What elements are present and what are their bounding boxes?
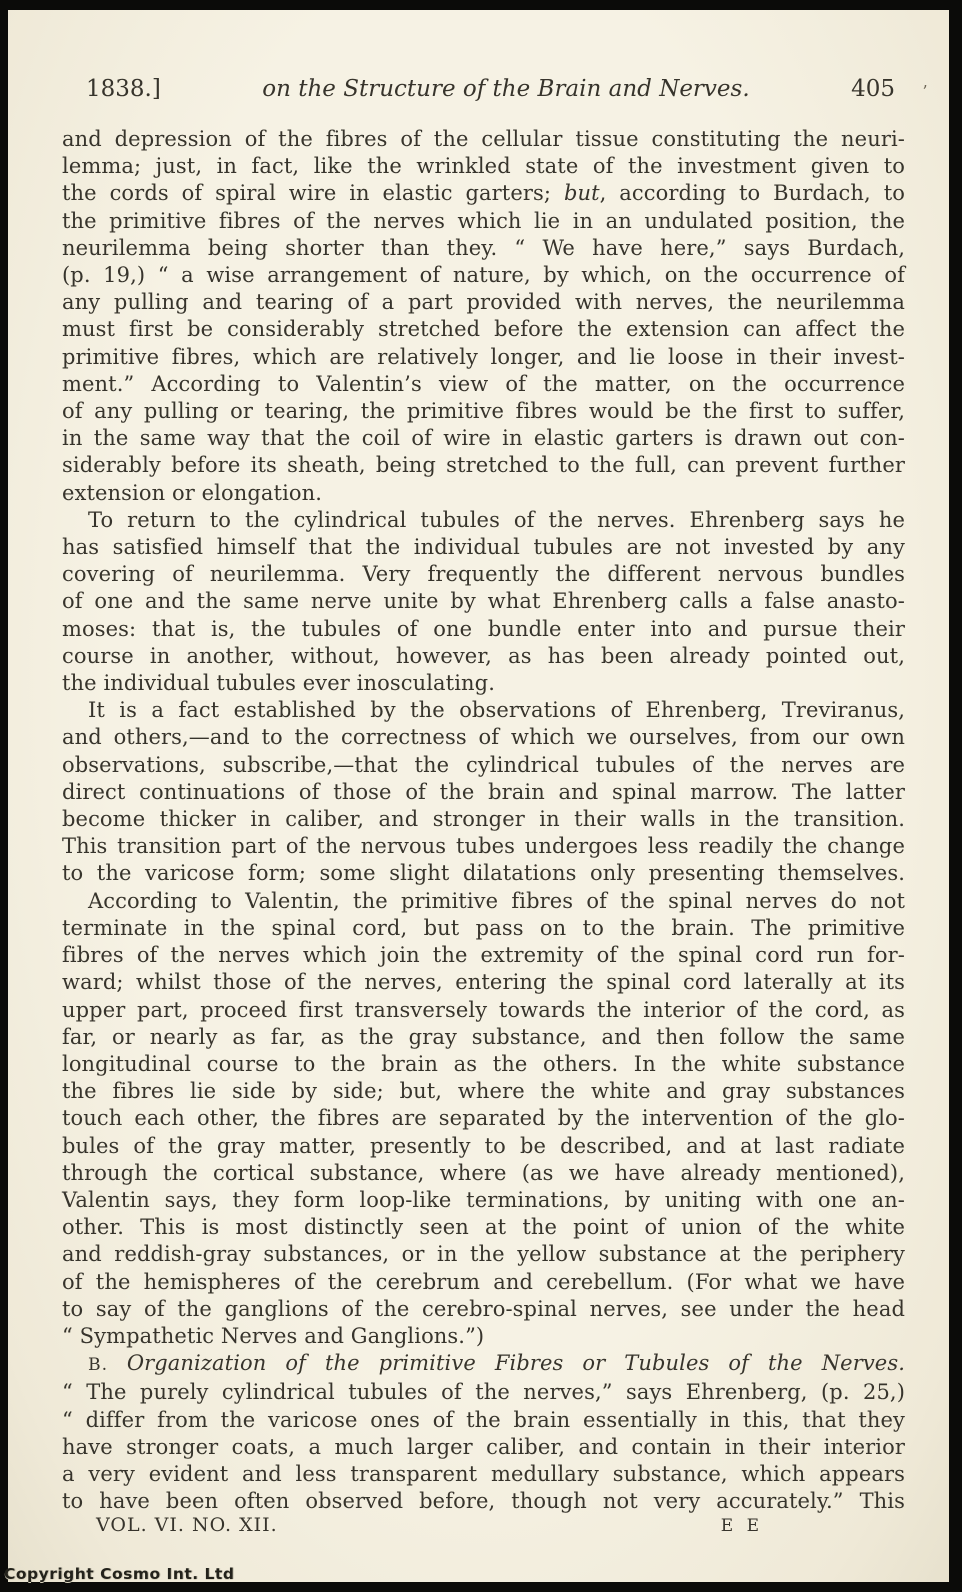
text-line: of one and the same nerve unite by what Ehrenberg calls a false anasto- bbox=[62, 589, 905, 614]
copyright-watermark: Copyright Cosmo Int. Ltd bbox=[4, 1565, 235, 1583]
text-line: This transition part of the nervous tubes undergoes less readily the change bbox=[62, 834, 905, 859]
margin-blemish-mark: ʼ bbox=[922, 82, 928, 101]
text-line: in the same way that the coil of wire in elastic garters is drawn out con- bbox=[62, 426, 905, 451]
text-line: to the varicose form; some slight dilatations only presenting themselves. bbox=[62, 861, 905, 886]
text-line: touch each other, the fibres are separated by the intervention of the glo- bbox=[62, 1106, 905, 1131]
text-line: the individual tubules ever inosculating. bbox=[62, 671, 495, 696]
page-header bbox=[62, 76, 905, 102]
text-line: fibres of the nerves which join the extremity of the spinal cord run for- bbox=[62, 943, 905, 968]
volume-number: VOL. VI. NO. XII. bbox=[96, 1514, 278, 1536]
text-line: far, or nearly as far, as the gray substance, and then follow the same bbox=[62, 1024, 905, 1049]
text-line: ward; whilst those of the nerves, entering the spinal cord laterally at its bbox=[62, 970, 905, 995]
printer-signature: E E bbox=[720, 1516, 763, 1536]
text-line: of any pulling or tearing, the primitive fibres would be the first to suffer, bbox=[62, 399, 905, 424]
text-line: become thicker in caliber, and stronger in their walls in the transition. bbox=[62, 807, 905, 832]
text-line: course in another, without, however, as has been already pointed out, bbox=[62, 643, 905, 668]
text-line: observations, subscribe,—that the cylindrical tubules of the nerves are bbox=[62, 752, 905, 777]
text-line: to say of the ganglions of the cerebro-spinal nerves, see under the head bbox=[62, 1296, 905, 1321]
page-paper bbox=[8, 10, 949, 1582]
text-line: a very evident and less transparent medullary substance, which appears bbox=[62, 1461, 905, 1486]
text-line: moses: that is, the tubules of one bundle enter into and pursue their bbox=[62, 616, 905, 641]
text-segment: , according to Burdach, to bbox=[599, 181, 905, 206]
text-line: longitudinal course to the brain as the others. In the white substance bbox=[62, 1051, 905, 1076]
text-line: “ differ from the varicose ones of the brain essentially in this, that they bbox=[62, 1407, 905, 1432]
page-number: 405 bbox=[851, 76, 895, 102]
text-line: through the cortical substance, where (as we have already mentioned), bbox=[62, 1160, 905, 1185]
text-segment: the cords of spiral wire in elastic garters; bbox=[62, 181, 564, 206]
section-title-italic: Organization of the primitive Fibres or Tubules of the Nerves. bbox=[126, 1351, 905, 1376]
page-footer bbox=[62, 1514, 905, 1536]
text-line: Valentin says, they form loop-like terminations, by uniting with one an- bbox=[62, 1187, 905, 1212]
text-line: to have been often observed before, though not very accurately.” This bbox=[62, 1489, 905, 1514]
text-line: bules of the gray matter, presently to be described, and at last radiate bbox=[62, 1133, 905, 1158]
text-line: ment.” According to Valentin’s view of the matter, on the occurrence bbox=[62, 371, 905, 396]
text-line: (p. 19,) “ a wise arrangement of nature, by which, on the occurrence of bbox=[62, 263, 905, 288]
text-line: has satisfied himself that the individual tubules are not invested by any bbox=[62, 535, 905, 560]
text-line: terminate in the spinal cord, but pass on to the brain. The primitive bbox=[62, 915, 905, 940]
text-line: lemma; just, in fact, like the wrinkled state of the investment given to bbox=[62, 154, 905, 179]
text-line: of the hemispheres of the cerebrum and cerebellum. (For what we have bbox=[62, 1269, 905, 1294]
header-year: 1838.] bbox=[86, 76, 161, 102]
text-line: and reddish-gray substances, or in the yellow substance at the periphery bbox=[62, 1242, 905, 1267]
text-line: “ The purely cylindrical tubules of the nerves,” says Ehrenberg, (p. 25,) bbox=[62, 1380, 905, 1405]
text-line: neurilemma being shorter than they. “ We have here,” says Burdach, bbox=[62, 235, 905, 260]
text-line: the fibres lie side by side; but, where the white and gray substances bbox=[62, 1079, 905, 1104]
text-line: “ Sympathetic Nerves and Ganglions.”) bbox=[62, 1323, 485, 1348]
text-segment-italic: but bbox=[563, 181, 600, 206]
section-heading bbox=[62, 1350, 905, 1379]
text-line: According to Valentin, the primitive fibres of the spinal nerves do not bbox=[88, 888, 905, 913]
text-line: and depression of the fibres of the cellular tissue constituting the neuri- bbox=[62, 127, 905, 151]
text-line: direct continuations of those of the brain and spinal marrow. The latter bbox=[62, 779, 905, 804]
text-line bbox=[62, 180, 905, 207]
section-label: B. bbox=[88, 1355, 127, 1376]
text-line: any pulling and tearing of a part provided with nerves, the neurilemma bbox=[62, 290, 905, 315]
text-line: covering of neurilemma. Very frequently the different nervous bundles bbox=[62, 562, 905, 587]
text-line: and others,—and to the correctness of which we ourselves, from our own bbox=[62, 725, 905, 750]
text-line: have stronger coats, a much larger caliber, and contain in their interior bbox=[62, 1434, 905, 1459]
text-line: siderably before its sheath, being stretched to the full, can prevent further bbox=[62, 453, 905, 478]
text-line: upper part, proceed first transversely towards the interior of the cord, as bbox=[62, 997, 905, 1022]
running-title: on the Structure of the Brain and Nerves. bbox=[262, 76, 750, 102]
text-line: extension or elongation. bbox=[62, 480, 323, 505]
body-text bbox=[62, 126, 905, 1515]
text-line: primitive fibres, which are relatively longer, and lie loose in their invest- bbox=[62, 344, 905, 369]
text-line: To return to the cylindrical tubules of the nerves. Ehrenberg says he bbox=[88, 507, 905, 532]
text-line: must first be considerably stretched before the extension can affect the bbox=[62, 317, 905, 342]
text-line: It is a fact established by the observations of Ehrenberg, Treviranus, bbox=[88, 698, 905, 723]
text-line: other. This is most distinctly seen at the point of union of the white bbox=[62, 1215, 905, 1240]
text-line: the primitive fibres of the nerves which lie in an undulated position, the bbox=[62, 208, 905, 233]
